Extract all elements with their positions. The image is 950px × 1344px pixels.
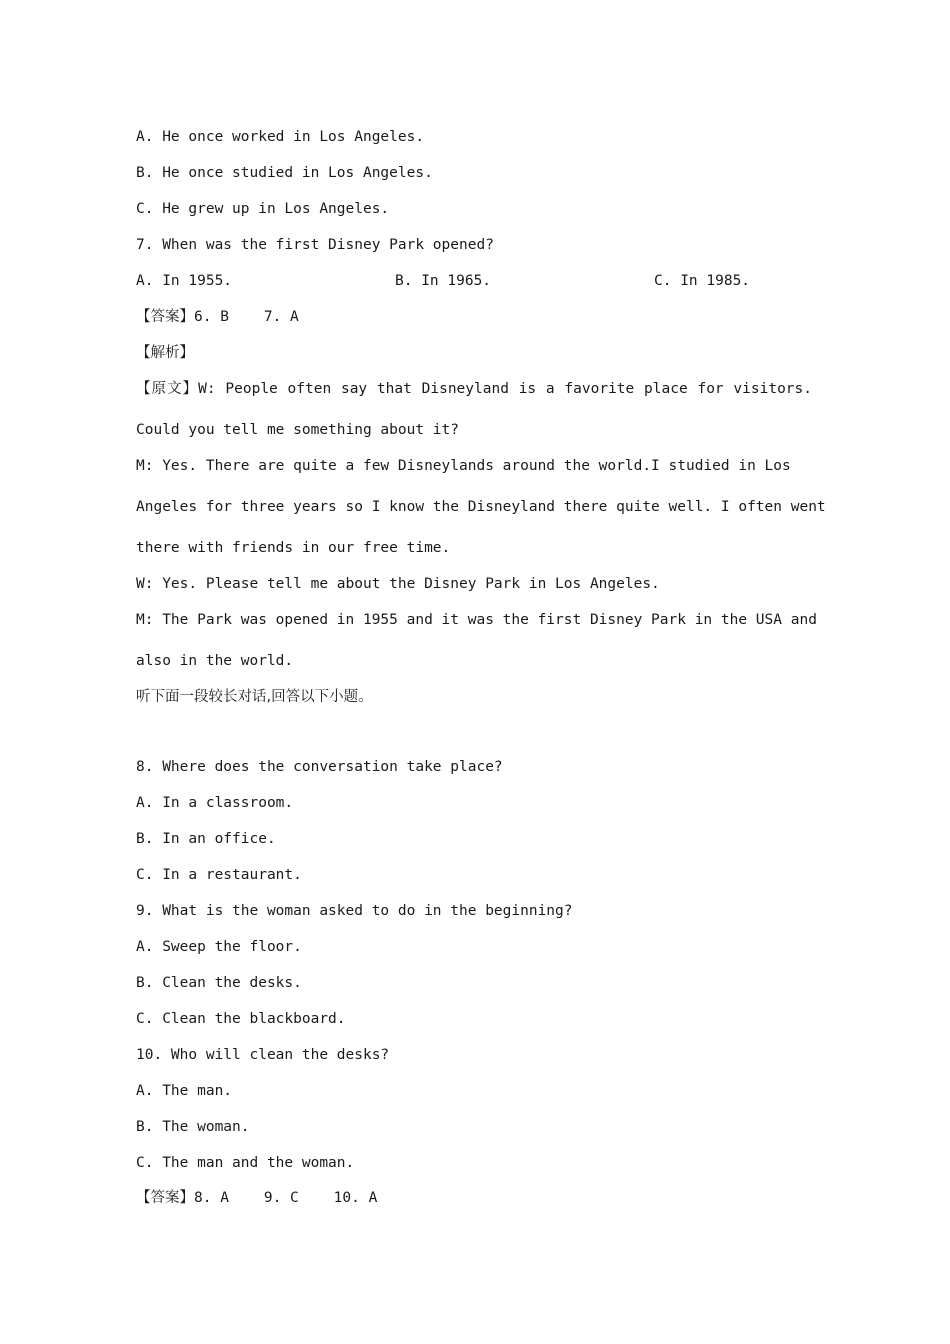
q6-option-b: B. He once studied in Los Angeles.	[136, 165, 433, 181]
q10-question: 10. Who will clean the desks?	[136, 1047, 390, 1063]
q10-option-b: B. The woman.	[136, 1119, 250, 1135]
q9-option-c: C. Clean the blackboard.	[136, 1011, 346, 1027]
q8-question: 8. Where does the conversation take place?	[136, 759, 503, 775]
q10-option-c: C. The man and the woman.	[136, 1155, 355, 1171]
q8-option-b: B. In an office.	[136, 831, 276, 847]
transcript-line: 【原文】W: People often say that Disneyland is a favorite place for visitors.	[136, 381, 812, 397]
transcript-line: M: Yes. There are quite a few Disneylands around the world.I studied in Los	[136, 458, 791, 474]
transcript-line: Could you tell me something about it?	[136, 422, 460, 438]
answer-6-7: 【答案】6. B 7. A	[136, 309, 299, 325]
transcript-line: also in the world.	[136, 653, 294, 669]
q7-option-a: A. In 1955.	[136, 273, 233, 289]
q10-option-a: A. The man.	[136, 1083, 233, 1099]
q9-option-a: A. Sweep the floor.	[136, 939, 302, 955]
q6-option-c: C. He grew up in Los Angeles.	[136, 201, 390, 217]
q9-question: 9. What is the woman asked to do in the beginning?	[136, 903, 573, 919]
q6-option-a: A. He once worked in Los Angeles.	[136, 129, 425, 145]
transcript-line: W: Yes. Please tell me about the Disney Park in Los Angeles.	[136, 576, 660, 592]
transcript-line: M: The Park was opened in 1955 and it was the first Disney Park in the USA and	[136, 612, 817, 628]
q8-option-c: C. In a restaurant.	[136, 867, 302, 883]
q8-option-a: A. In a classroom.	[136, 795, 294, 811]
listening-instruction: 听下面一段较长对话,回答以下小题。	[136, 689, 373, 705]
transcript-line: Angeles for three years so I know the Disneyland there quite well. I often went	[136, 499, 826, 515]
q7-option-b: B. In 1965.	[395, 273, 492, 289]
q7-option-c: C. In 1985.	[654, 273, 751, 289]
analysis-label: 【解析】	[136, 345, 194, 361]
transcript-line: there with friends in our free time.	[136, 540, 451, 556]
q7-question: 7. When was the first Disney Park opened?	[136, 237, 494, 253]
q9-option-b: B. Clean the desks.	[136, 975, 302, 991]
answer-8-10: 【答案】8. A 9. C 10. A	[136, 1190, 378, 1206]
